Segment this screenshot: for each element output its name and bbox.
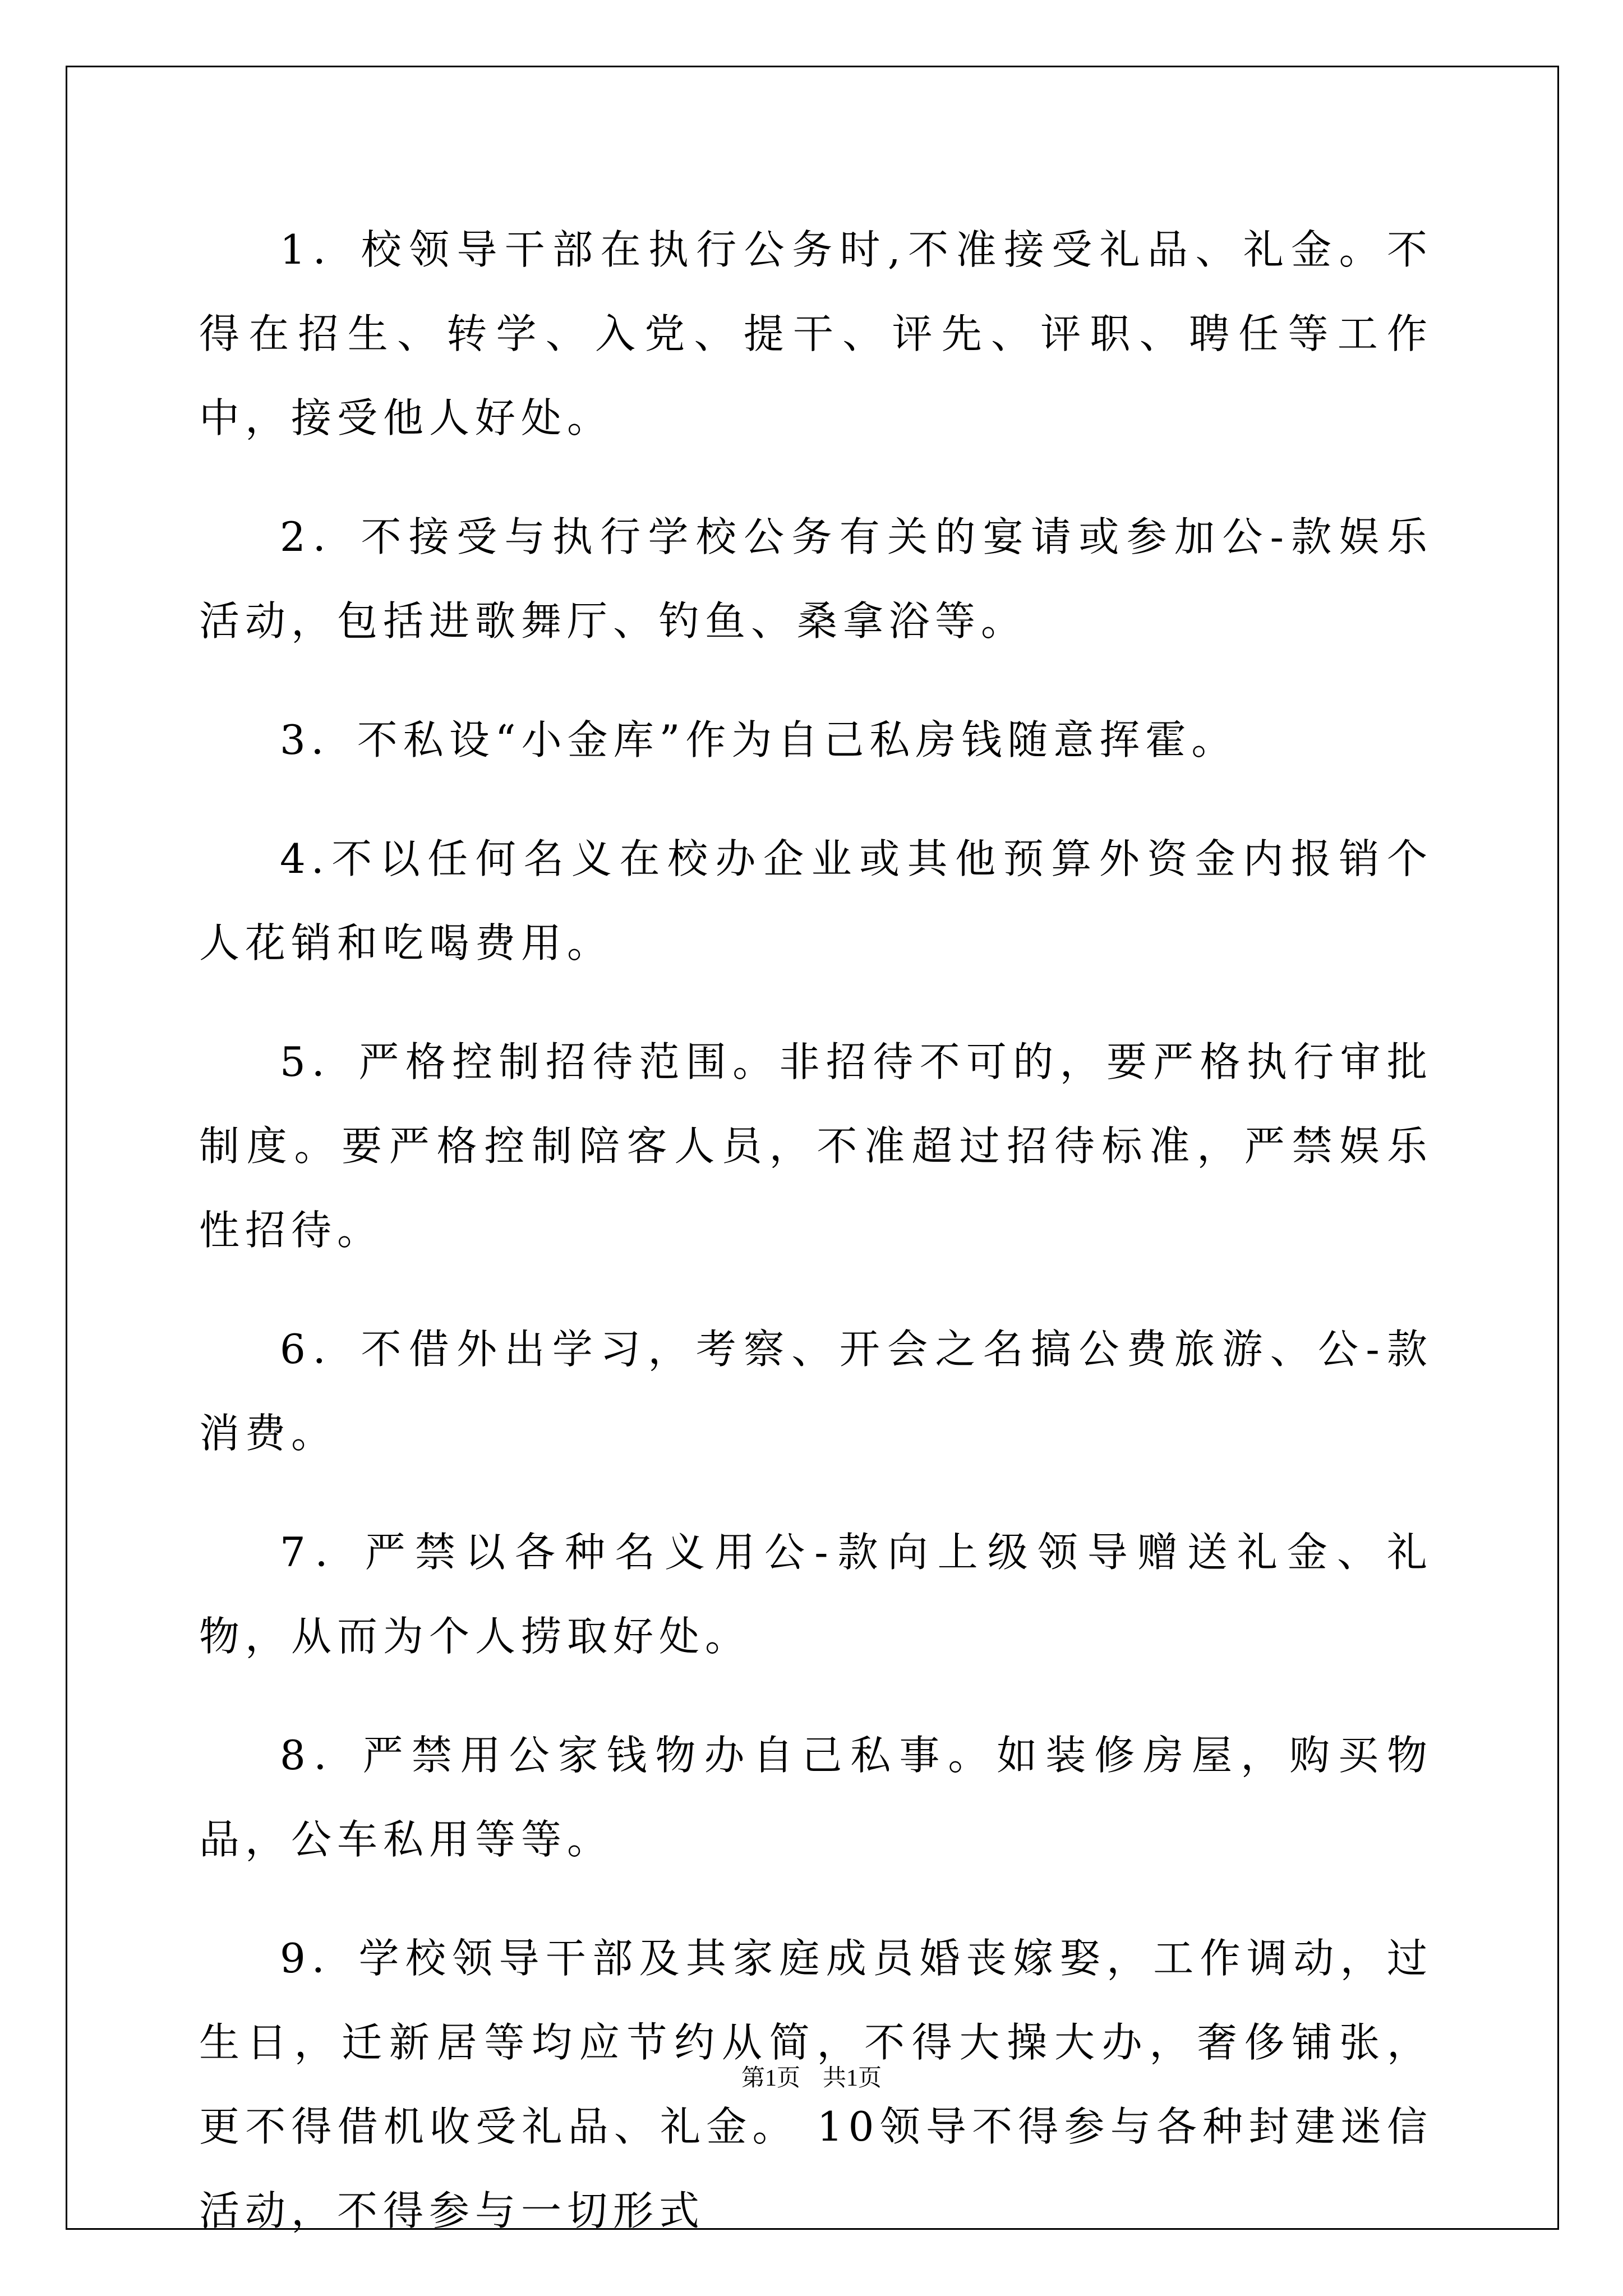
paragraph-7: 7．严禁以各种名义用公-款向上级领导赠送礼金、礼物，从而为个人捞取好处。 xyxy=(199,1529,1433,1660)
paragraph-4: 4.不以任何名义在校办企业或其他预算外资金内报销个人花销和吃喝费用。 xyxy=(199,835,1433,967)
page-number: 第1页 xyxy=(741,2065,800,2091)
paragraph-8: 8．严禁用公家钱物办自己私事。如装修房屋，购买物品，公车私用等等。 xyxy=(199,1732,1433,1863)
paragraph-1: 1．校领导干部在执行公务时,不准接受礼品、礼金。不得在招生、转学、入党、提干、评先、评职、聘任等工作中，接受他人好处。 xyxy=(199,226,1433,441)
paragraph-9: 9．学校领导干部及其家庭成员婚丧嫁娶，工作调动，过生日，迁新居等均应节约从简，不得大操大办，奢侈铺张，更不得借机收受礼品、礼金。 10领导不得参与各种封建迷信活动，不得参与一切形式 xyxy=(199,1935,1433,2234)
paragraph-6: 6．不借外出学习，考察、开会之名搞公费旅游、公-款消费。 xyxy=(199,1326,1433,1457)
paragraph-2: 2．不接受与执行学校公务有关的宴请或参加公-款娱乐活动，包括进歌舞厅、钓鱼、桑拿浴等。 xyxy=(199,513,1433,645)
document-body xyxy=(199,208,1433,2288)
page-footer xyxy=(0,2064,1623,2092)
page-total: 共1页 xyxy=(823,2065,882,2091)
paragraph-3: 3．不私设“小金库”作为自己私房钱随意挥霍。 xyxy=(280,716,1238,763)
paragraph-5: 5．严格控制招待范围。非招待不可的，要严格执行审批制度。要严格控制陪客人员，不准超过招待标准，严禁娱乐性招待。 xyxy=(199,1038,1433,1254)
